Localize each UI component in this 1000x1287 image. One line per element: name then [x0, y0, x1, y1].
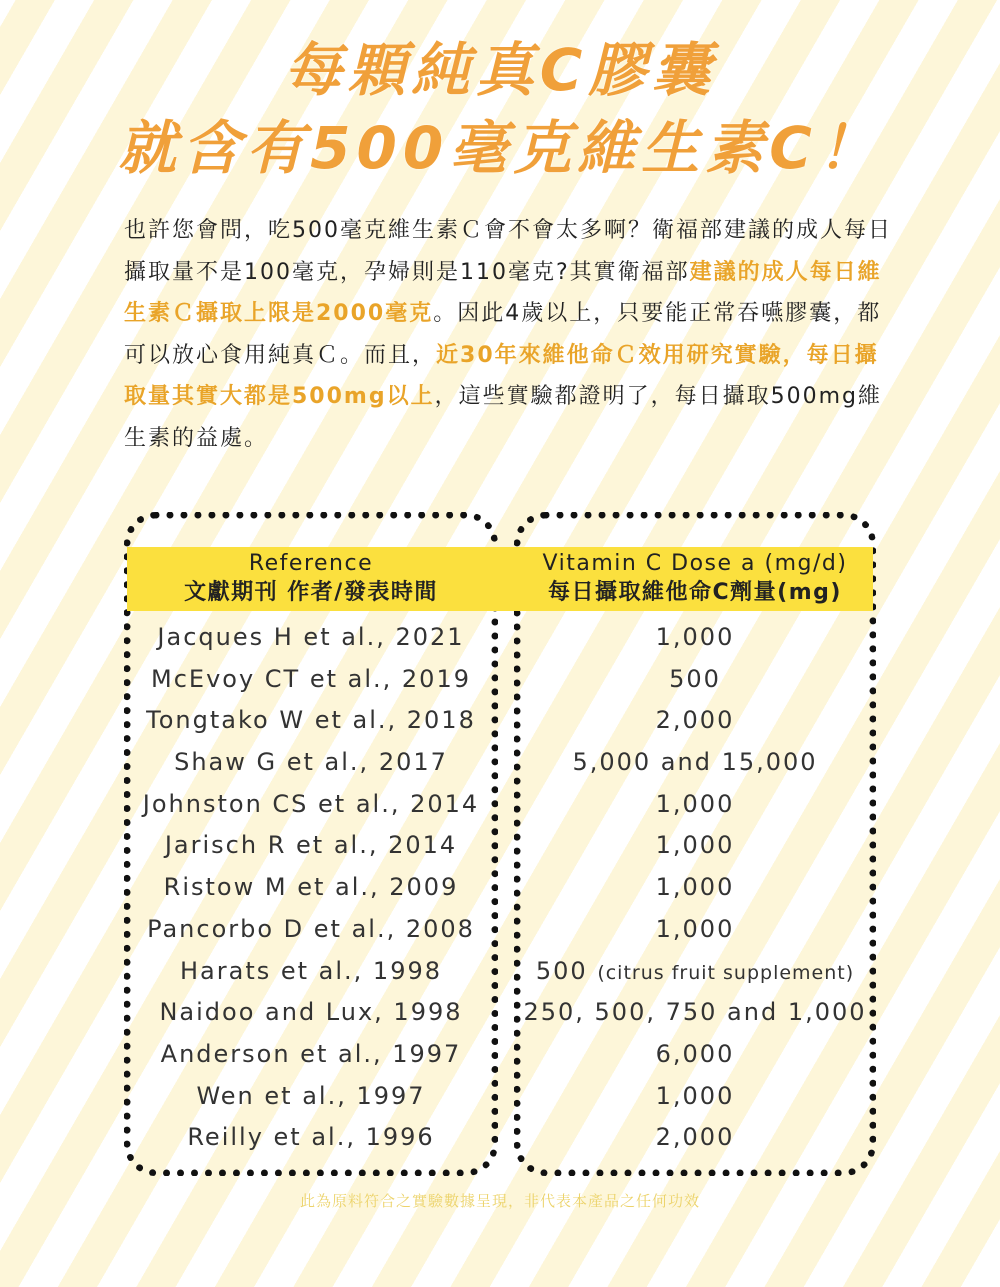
reference-cell: Anderson et al., 1997 — [160, 1039, 462, 1068]
dose-cell: 5,000 and 15,000 — [572, 748, 818, 777]
reference-cell: Tongtako W et al., 2018 — [146, 706, 476, 735]
dose-header — [517, 549, 873, 609]
paragraph-highlight: 近30年來維他命Ｃ效用研究實驗，每日攝取量其實大都是500mg以上 — [124, 342, 879, 409]
disclaimer-footnote: 此為原料符合之實驗數據呈現，非代表本產品之任何功效 — [299, 1192, 700, 1210]
dose-value: 500 — [535, 956, 588, 985]
dose-note: (citrus fruit supplement) — [597, 961, 855, 984]
reference-cell: Johnston CS et al., 2014 — [142, 789, 480, 818]
dose-header-zh: 每日攝取維他命C劑量(mg) — [548, 580, 842, 605]
paragraph-text: 也許您會問，吃500毫克維生素Ｃ會不會太多啊？衛福部建議的成人每日攝取量不是100毫克，孕婦則是110毫克?其實衛福部 — [124, 218, 892, 285]
reference-cell: Jarisch R et al., 2014 — [164, 831, 458, 860]
dose-cell: 1,000 — [655, 1081, 735, 1110]
paragraph-highlight: 建議的成人每日維生素Ｃ攝取上限是2000毫克 — [124, 259, 882, 326]
dose-list — [517, 617, 873, 1159]
reference-header-zh: 文獻期刊 作者/發表時間 — [184, 580, 438, 605]
reference-cell: Reilly et al., 1996 — [187, 1123, 435, 1152]
paragraph-text: 。因此4歲以上，只要能正常吞嚥膠囊，都可以放心食用純真Ｃ。而且， — [124, 301, 882, 368]
dose-cell: 250, 500, 750 and 1,000 — [523, 998, 867, 1027]
reference-cell: Naidoo and Lux, 1998 — [159, 998, 463, 1027]
reference-cell: Shaw G et al., 2017 — [174, 748, 448, 777]
dose-cell: 1,000 — [655, 623, 735, 651]
reference-header — [127, 549, 495, 609]
title-line-2: 就含有500毫克維生素C！ — [118, 114, 882, 182]
dose-cell: 2,000 — [655, 1123, 735, 1152]
reference-cell: Jacques H et al., 2021 — [157, 623, 465, 651]
dose-cell: 500 — [669, 664, 721, 693]
reference-cell: Wen et al., 1997 — [196, 1081, 426, 1110]
reference-list — [127, 617, 495, 1159]
reference-header-en: Reference — [248, 551, 374, 576]
title-line-1: 每顆純真C膠囊 — [283, 36, 717, 104]
reference-cell: Harats et al., 1998 — [179, 956, 442, 985]
dose-cell: 2,000 — [655, 706, 735, 735]
dose-cell: 1,000 — [655, 831, 735, 860]
dose-cell — [517, 951, 873, 993]
dose-cell: 1,000 — [655, 789, 735, 818]
intro-paragraph — [124, 210, 894, 459]
reference-cell: McEvoy CT et al., 2019 — [151, 664, 471, 693]
reference-cell: Ristow M et al., 2009 — [163, 873, 459, 902]
dose-cell: 1,000 — [655, 873, 735, 902]
dose-header-en: Vitamin C Dose a (mg/d) — [542, 551, 848, 576]
dose-cell: 6,000 — [655, 1039, 735, 1068]
paragraph-text: ，這些實驗都證明了，每日攝取500mg維生素的益處。 — [124, 384, 882, 451]
dose-cell: 1,000 — [655, 914, 735, 943]
reference-cell: Pancorbo D et al., 2008 — [147, 914, 475, 943]
